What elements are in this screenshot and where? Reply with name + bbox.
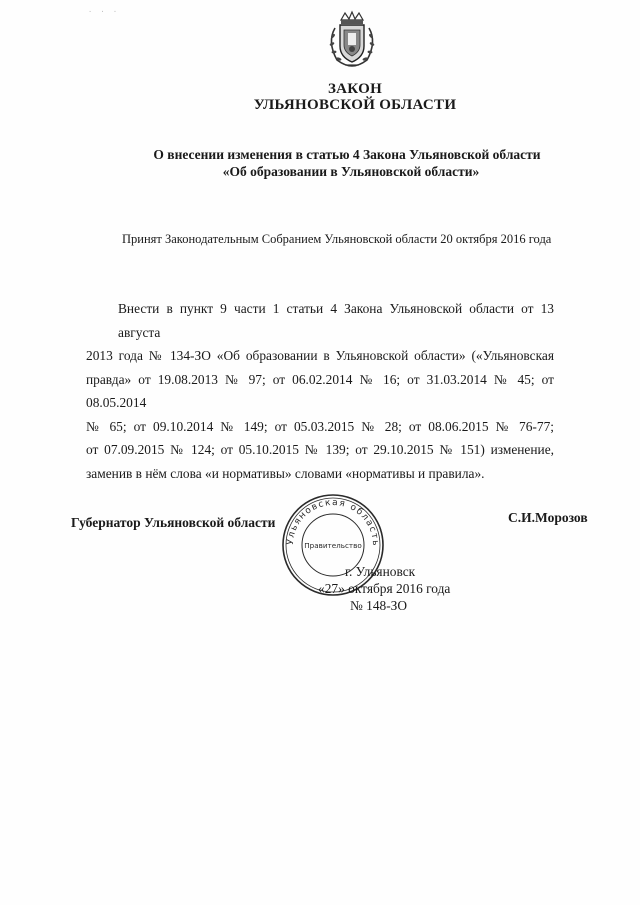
seal-center-text: Правительство xyxy=(304,541,362,550)
seal-ring-text: Ульяновская область xyxy=(285,497,381,548)
body-line: правда» от 19.08.2013 № 97; от 06.02.2014 № 16; от 31.03.2014 № 45; от 08.05.2014 xyxy=(86,371,554,410)
adoption-note: Принят Законодательным Собранием Ульяновской области 20 октября 2016 года xyxy=(122,232,552,246)
law-body-paragraph xyxy=(86,297,554,485)
body-line: от 07.09.2015 № 124; от 05.10.2015 № 139; от 29.10.2015 № 151) изменение, xyxy=(86,442,554,457)
signing-place: г. Ульяновск xyxy=(345,564,416,579)
ulyanovsk-coat-of-arms-icon xyxy=(323,10,381,70)
law-subject-line-2: «Об образовании в Ульяновской области» xyxy=(222,164,480,179)
svg-text:Ульяновская область xyxy=(286,498,380,547)
signatory-name: С.И.Морозов xyxy=(508,510,588,525)
law-label: ЗАКОН xyxy=(327,81,383,97)
signing-date: «27» октября 2016 года xyxy=(318,581,451,596)
body-line: заменив в нём слова «и нормативы» словами «нормативы и правила». xyxy=(86,465,485,481)
body-line: 2013 года № 134-ЗО «Об образовании в Ульяновской области» («Ульяновская xyxy=(86,348,554,363)
scan-artifact: · · · xyxy=(88,8,120,16)
region-label: УЛЬЯНОВСКОЙ ОБЛАСТИ xyxy=(253,97,457,113)
body-line: № 65; от 09.10.2014 № 149; от 05.03.2015 № 28; от 08.06.2015 № 76-77; xyxy=(86,418,554,434)
law-subject-line-1: О внесении изменения в статью 4 Закона Ульяновской области xyxy=(153,147,541,162)
law-number: № 148-ЗО xyxy=(350,598,408,613)
signatory-title: Губернатор Ульяновской области xyxy=(71,515,276,530)
body-line: Внести в пункт 9 части 1 статьи 4 Закона Ульяновской области от 13 августа xyxy=(118,301,554,340)
